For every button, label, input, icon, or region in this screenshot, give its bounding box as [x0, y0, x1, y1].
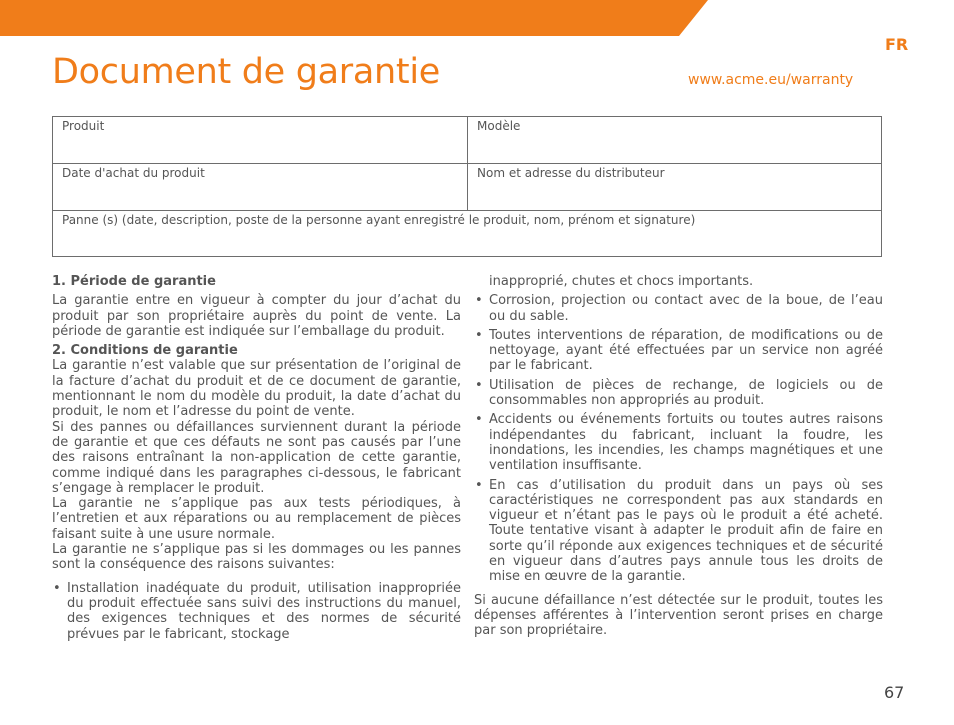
page-number: 67: [884, 683, 905, 702]
form-row-failure: [53, 211, 881, 256]
bullet-dot: •: [475, 477, 483, 493]
field-failure[interactable]: [53, 211, 881, 256]
bullet-dot: •: [475, 377, 483, 393]
warranty-url[interactable]: www.acme.eu/warranty: [688, 72, 854, 88]
bullet-dot: •: [53, 580, 61, 596]
list-item: [474, 293, 883, 324]
field-purchase-date[interactable]: [53, 164, 468, 210]
section-2-paragraph-2: Si des pannes ou défaillances surviennent durant la période de garantie et que ces défauts ne sont pas causés par l’une des raisons entraînant la non-application de cette garantie, comme indiqué dans les paragraphes ci-dessous, le fabricant s’engage à remplacer le produit.: [52, 419, 461, 496]
list-item: [474, 378, 883, 409]
closing-paragraph: Si aucune défaillance n’est détectée sur le produit, toutes les dépenses afférentes à l’intervention seront prises en charge par son propriétaire.: [474, 592, 883, 639]
bullet-dot: •: [475, 412, 483, 428]
field-product-label: Produit: [62, 119, 105, 133]
bullet-text: Accidents ou événements fortuits ou toutes autres raisons indépendantes du fabricant, incluant la foudre, les inondations, les incendies, les champs magnétiques et une ventilation insuffisante.: [489, 412, 883, 474]
field-model-label: Modèle: [477, 119, 521, 133]
bullet-text: En cas d’utilisation du produit dans un pays où ses caractéristiques ne correspondent pas aux standards en vigueur et n’étant pas le pays où le produit a été acheté. Toute tentative visant à adapter le produit afin de faire en sorte qu’il réponde aux exigences techniques et de sécurité en vigueur dans d’autres pays annule tous les droits de mise en œuvre de la garantie.: [489, 477, 883, 585]
bullet-text: Corrosion, projection ou contact avec de la boue, de l’eau ou du sable.: [489, 293, 883, 324]
warranty-form: [52, 116, 882, 257]
field-failure-label: Panne (s) (date, description, poste de la personne ayant enregistré le produit, nom, prénom et signature): [62, 213, 696, 227]
field-distributor[interactable]: [468, 164, 881, 210]
section-1-heading: 1. Période de garantie: [52, 274, 216, 289]
language-badge: FR: [885, 35, 909, 54]
list-item: [474, 412, 883, 473]
section-1-paragraph: La garantie entre en vigueur à compter du jour d’achat du produit par son propriétaire auprès du point de vente. La période de garantie est indiquée sur l’emballage du produit.: [52, 293, 461, 339]
list-item: [474, 478, 883, 585]
left-column: [52, 274, 461, 642]
form-row-purchase: [53, 164, 881, 211]
section-2-paragraph-3: La garantie ne s’applique pas aux tests périodiques, à l’entretien et aux réparations ou au remplacement de pièces faisant suite à une usure normale.: [52, 496, 461, 542]
list-item: [52, 581, 461, 642]
page-title: Document de garantie: [52, 52, 440, 92]
bullet-text: Installation inadéquate du produit, utilisation inappropriée du produit effectuée sans suivi des instructions du manuel, des exigences techniques et des normes de sécurité prévues par le fabricant, stockage: [67, 580, 461, 642]
list-item: [474, 328, 883, 374]
field-product[interactable]: [53, 117, 468, 163]
section-2-heading: 2. Conditions de garantie: [52, 343, 238, 359]
bullet-dot: •: [475, 293, 483, 309]
field-model[interactable]: [468, 117, 881, 163]
bullet-text: Utilisation de pièces de rechange, de logiciels ou de consommables non appropriés au produit.: [489, 377, 883, 409]
bullet-dot: •: [475, 327, 483, 343]
section-2-paragraph-1: La garantie n’est valable que sur présentation de l’original de la facture d’achat du produit et de ce document de garantie, mentionnant le nom du modèle du produit, la date d’achat du produit, le nom et l’adresse du point de vente.: [52, 358, 461, 420]
bullet-text: Toutes interventions de réparation, de modifications ou de nettoyage, ayant été effectuées par un service non agréé par le fabricant.: [489, 327, 883, 374]
field-distributor-label: Nom et adresse du distributeur: [477, 166, 665, 180]
field-purchase-date-label: Date d'achat du produit: [62, 166, 205, 180]
form-row-product: [53, 117, 881, 164]
section-2-paragraph-4: La garantie ne s’applique pas si les dommages ou les pannes sont la conséquence des raisons suivantes:: [52, 542, 461, 573]
bullet-continuation: inapproprié, chutes et chocs importants.: [489, 274, 754, 289]
header-banner: [0, 0, 954, 36]
right-column: [474, 274, 883, 639]
